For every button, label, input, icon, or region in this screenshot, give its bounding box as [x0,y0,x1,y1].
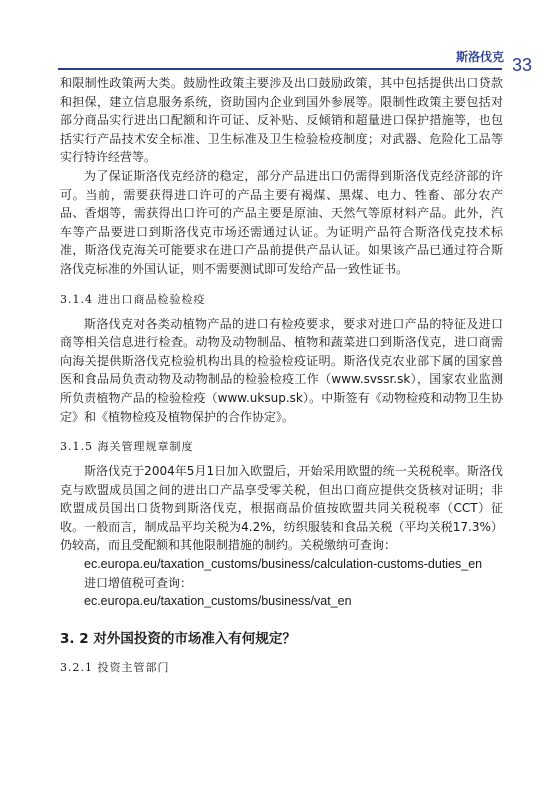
vat-link[interactable]: ec.europa.eu/taxation_customs/business/vat_en [84,594,352,609]
paragraph-policy-types: 和限制性政策两大类。鼓励性政策主要涉及出口鼓励政策，其中包括提供出口贷款和担保，建立信息服务系统，资助国内企业到国外参展等。限制性政策主要包括对部分商品实行进出口配额和许可证、反补贴、反倾销和超量进口保护措施等，也包括实行产品技术安全标准、卫生标准及卫生检验检疫制度；对武器、危险化工品等实行特许经营等。 [60,76,503,165]
heading-3-2-1: 3.2.1 投资主管部门 [60,660,170,674]
page-body [60,74,503,683]
customs-duties-link[interactable]: ec.europa.eu/taxation_customs/business/calculation-customs-duties_en [84,557,483,572]
page-number: 33 [512,55,533,75]
paragraph-inspection-quarantine: 斯洛伐克对各类动植物产品的进口有检疫要求，要求对进口产品的特征及进口商等相关信息进行检查。动物及动物制品、植物和蔬菜进口到斯洛伐克，进口商需向海关提供斯洛伐克检验机构出具的检验检疫证明。斯洛伐克农业部下属的国家兽医和食品局负责动物及动物制品的检验检疫工作（www.svssr.sk），国家农业监测所负责植物产品的检验检疫（www.uksup.sk）。中斯签有《动物检疫和动物卫生协定》和《植物检疫及植物保护的合作协定》。 [60,316,503,424]
paragraph-import-licensing: 为了保证斯洛伐克经济的稳定，部分产品进出口仍需得到斯洛伐克经济部的许可。当前，需要获得进口许可的产品主要有褐煤、黑煤、电力、牲畜、部分农产品、香烟等，需获得出口许可的产品主要是原油、天然气等原材料产品。此外，汽车等产品要进口到斯洛伐克市场还需通过认证。为证明产品符合斯洛伐克技术标准，斯洛伐克海关可能要求在进口产品前提供产品认证。如果该产品已通过符合斯洛伐克标准的外国认证，则不需要测试即可发给产品一致性证书。 [60,168,503,276]
heading-3-1-5: 3.1.5 海关管理规章制度 [60,440,194,454]
vat-query-label: 进口增值税可查询： [84,575,193,590]
paragraph-customs-regulations: 斯洛伐克于2004年5月1日加入欧盟后，开始采用欧盟的统一关税税率。斯洛伐克与欧盟成员国之间的进出口产品享受零关税，但出口商应提供交货核对证明；非欧盟成员国出口货物到斯洛伐克，根据商品价值按欧盟共同关税税率（CCT）征收。一般而言，制成品平均关税为4.2%，纺织服装和食品关税（平均关税17.3%）仍较高，而且受配额和其他限制措施的制约。关税缴纳可查询： [60,464,503,553]
header-divider [58,68,502,70]
running-header-title: 斯洛伐克 [455,50,504,64]
heading-3-1-4: 3.1.4 进出口商品检验检疫 [60,292,206,306]
heading-3-2: 3. 2 对外国投资的市场准入有何规定？ [60,630,296,647]
